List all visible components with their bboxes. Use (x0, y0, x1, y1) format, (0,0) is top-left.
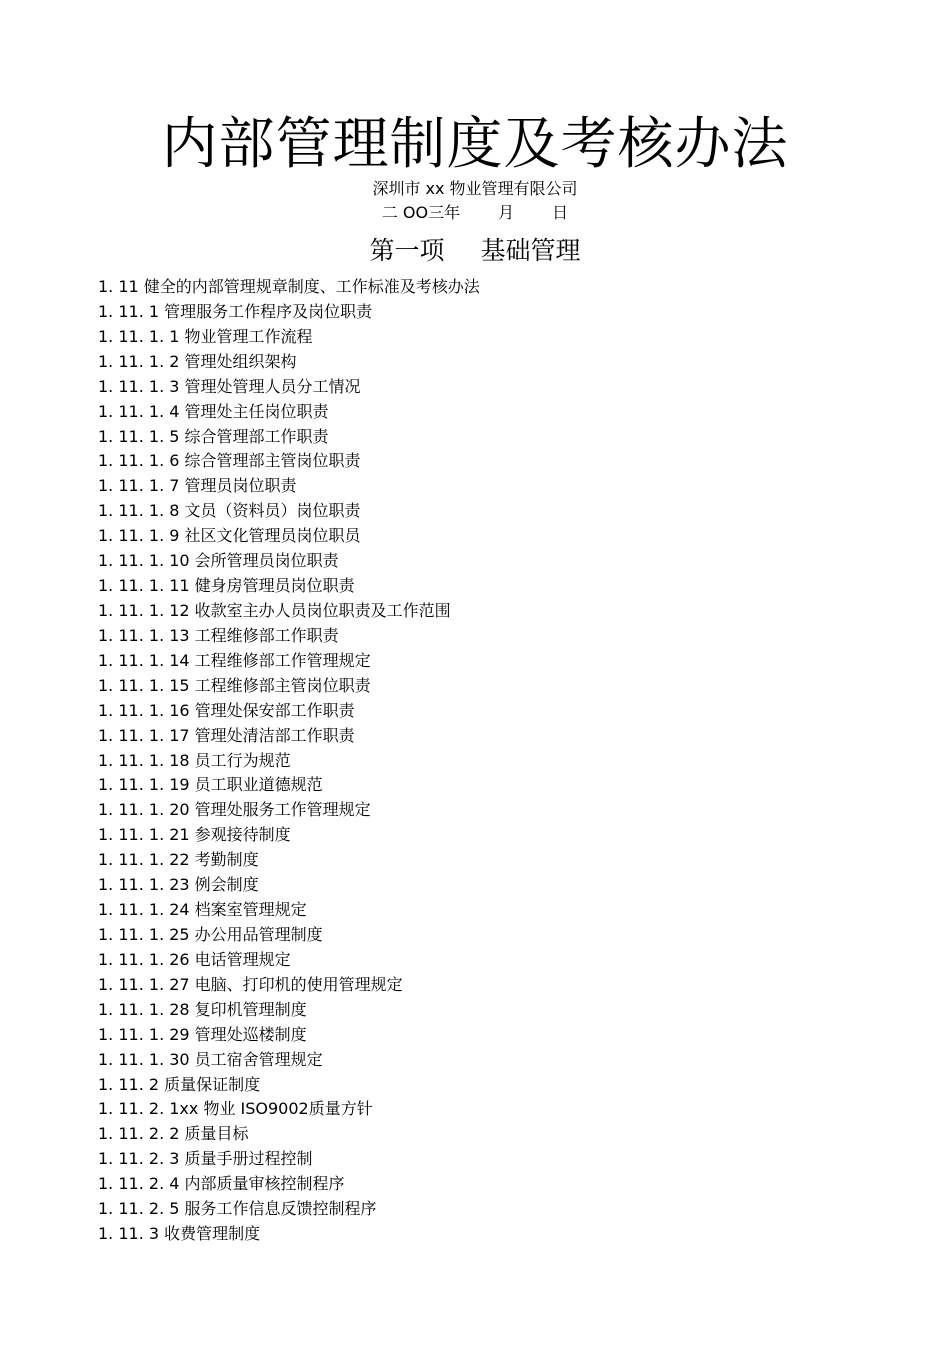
toc-item: 1. 11. 1. 25 办公用品管理制度 (98, 924, 323, 944)
company-name: 深圳市 xx 物业管理有限公司 (372, 179, 578, 198)
toc-item: 1. 11. 1. 3 管理处管理人员分工情况 (98, 376, 361, 396)
section-number: 第一项 (369, 236, 445, 265)
toc-item: 1. 11. 1. 18 员工行为规范 (98, 750, 291, 770)
toc-item: 1. 11. 2. 2 质量目标 (98, 1124, 249, 1144)
toc-item: 1. 11. 1. 20 管理处服务工作管理规定 (98, 800, 371, 820)
toc-item: 1. 11. 1. 16 管理处保安部工作职责 (98, 700, 355, 720)
toc-item: 1. 11. 2. 5 服务工作信息反馈控制程序 (98, 1199, 377, 1219)
table-of-contents (98, 275, 898, 1247)
toc-item: 1. 11. 1. 22 考勤制度 (98, 850, 259, 870)
toc-item: 1. 11. 1. 9 社区文化管理员岗位职员 (98, 526, 361, 546)
toc-item: 1. 11. 1. 15 工程维修部主管岗位职责 (98, 675, 371, 695)
toc-item: 1. 11. 1. 1 物业管理工作流程 (98, 326, 313, 346)
date-day: 日 (552, 203, 569, 222)
date-year: 二 OO三年 (381, 203, 461, 222)
toc-item: 1. 11. 1. 23 例会制度 (98, 875, 259, 895)
toc-item: 1. 11. 1. 6 综合管理部主管岗位职责 (98, 451, 361, 471)
toc-item: 1. 11 健全的内部管理规章制度、工作标准及考核办法 (98, 277, 480, 296)
document-title: 内部管理制度及考核办法 (161, 112, 789, 177)
toc-item: 1. 11. 1 管理服务工作程序及岗位职责 (98, 301, 373, 321)
toc-item: 1. 11. 1. 13 工程维修部工作职责 (98, 625, 339, 645)
toc-item: 1. 11. 1. 12 收款室主办人员岗位职责及工作范围 (98, 600, 451, 620)
section-heading (0, 233, 950, 269)
toc-item: 1. 11. 1. 14 工程维修部工作管理规定 (98, 650, 371, 670)
toc-item: 1. 11. 3 收费管理制度 (98, 1224, 261, 1244)
toc-item: 1. 11. 2 质量保证制度 (98, 1074, 261, 1094)
toc-item: 1. 11. 2. 1xx 物业 ISO9002质量方针 (98, 1099, 373, 1119)
date-month: 月 (498, 203, 515, 222)
toc-item: 1. 11. 2. 3 质量手册过程控制 (98, 1149, 313, 1169)
toc-item: 1. 11. 1. 21 参观接待制度 (98, 825, 291, 845)
toc-item: 1. 11. 1. 30 员工宿舍管理规定 (98, 1049, 323, 1069)
toc-item: 1. 11. 1. 19 员工职业道德规范 (98, 775, 323, 795)
section-name: 基础管理 (480, 236, 581, 265)
toc-item: 1. 11. 1. 28 复印机管理制度 (98, 999, 307, 1019)
toc-item: 1. 11. 1. 24 档案室管理规定 (98, 900, 307, 920)
toc-item: 1. 11. 1. 5 综合管理部工作职责 (98, 426, 329, 446)
toc-item: 1. 11. 1. 2 管理处组织架构 (98, 351, 297, 371)
toc-item: 1. 11. 1. 29 管理处巡楼制度 (98, 1024, 307, 1044)
document-date (0, 202, 950, 224)
toc-item: 1. 11. 1. 10 会所管理员岗位职责 (98, 551, 339, 571)
toc-item: 1. 11. 1. 4 管理处主任岗位职责 (98, 401, 329, 421)
toc-item: 1. 11. 1. 17 管理处清洁部工作职责 (98, 725, 355, 745)
toc-item: 1. 11. 2. 4 内部质量审核控制程序 (98, 1174, 345, 1194)
toc-item: 1. 11. 1. 11 健身房管理员岗位职责 (98, 576, 355, 596)
toc-item: 1. 11. 1. 27 电脑、打印机的使用管理规定 (98, 974, 403, 994)
toc-item: 1. 11. 1. 26 电话管理规定 (98, 949, 291, 969)
toc-item: 1. 11. 1. 7 管理员岗位职责 (98, 476, 297, 496)
toc-item: 1. 11. 1. 8 文员（资料员）岗位职责 (98, 501, 361, 521)
